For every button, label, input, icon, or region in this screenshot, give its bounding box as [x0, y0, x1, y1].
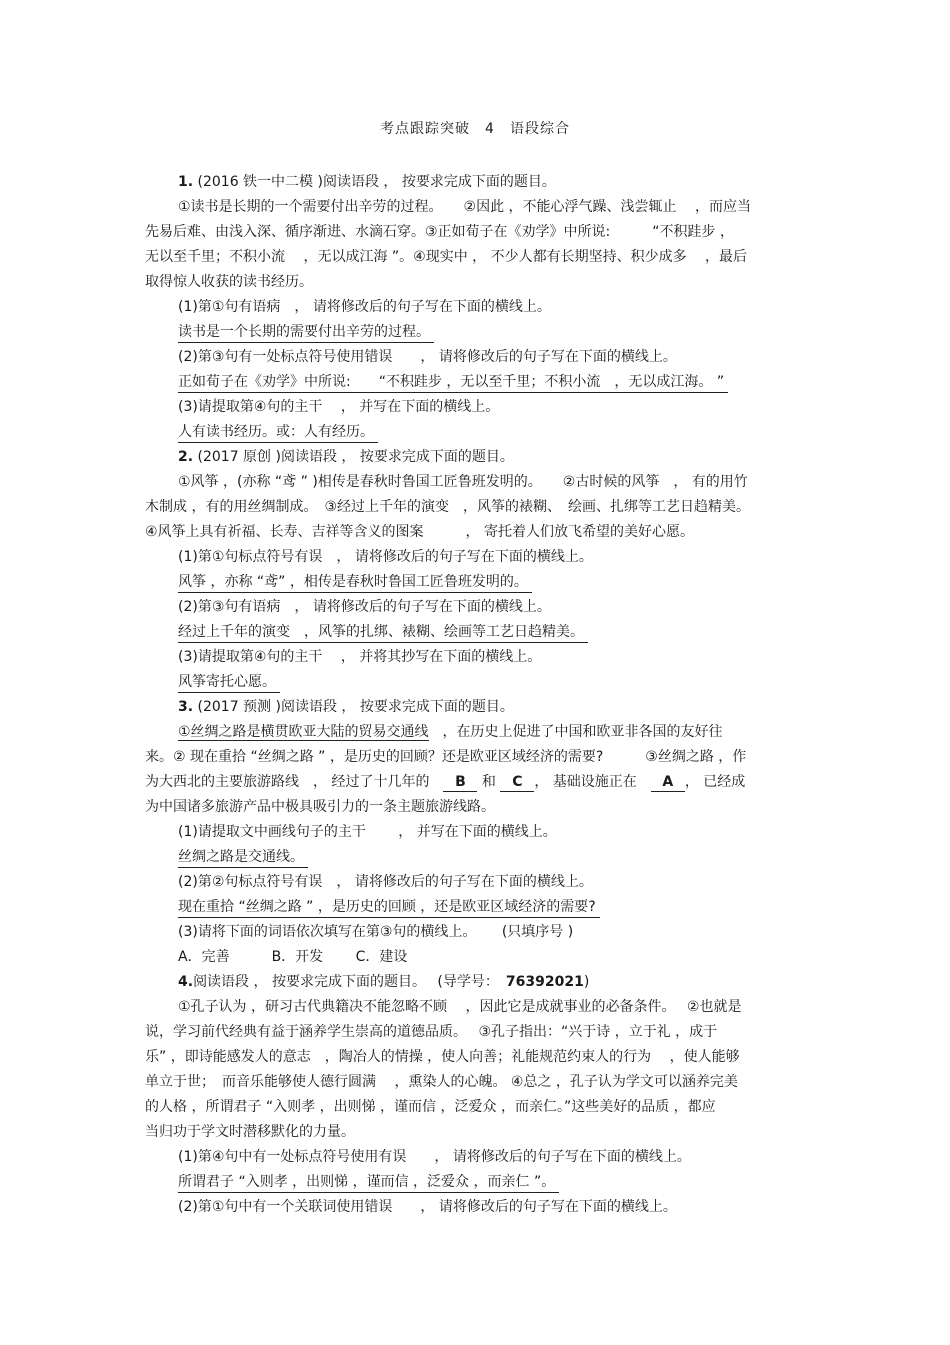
passage-line: 当归功于学文时潜移默化的力量。: [145, 1124, 355, 1140]
passage-line: 乐” ，即诗能感发人的意志 ，陶冶人的情操 ，使人向善；礼能规范约束人的行为 ，使人能够: [145, 1049, 740, 1065]
question-1: [145, 170, 810, 445]
question-instruction: (2017 预测 )阅读语段 ， 按要求完成下面的题目。: [193, 699, 514, 715]
sub-question: (3)请提取第④句的主干 ， 并将其抄写在下面的横线上。: [178, 649, 542, 665]
passage-line: ①孔子认为 ，研习古代典籍决不能忽略不顾 ，因此它是成就事业的必备条件。 ②也就是: [178, 999, 742, 1015]
passage-line: ①读书是长期的一个需要付出辛劳的过程。 ②因此 ，不能心浮气躁、浅尝辄止 ，而应当: [178, 199, 751, 215]
sub-question: (1)请提取文中画线句子的主干 ， 并写在下面的横线上。: [178, 824, 557, 840]
passage-line: ①风筝 ，(亦称 “鸢 ” )相传是春秋时鲁国工匠鲁班发明的。 ②古时候的风筝 ， 有的用竹: [178, 474, 748, 490]
answer-text: 正如荀子在《劝学》中所说: “不积跬步 ，无以至千里；不积小流 ，无以成江海。 ”: [178, 372, 728, 393]
question-2: [145, 445, 810, 695]
passage-line: ④风筝上具有祈福、长寿、吉祥等含义的图案 ， 寄托着人们放飞希望的美好心愿。: [145, 524, 694, 540]
answer-line: [145, 895, 810, 920]
sub-question: (1)第①句标点符号有误 ， 请将修改后的句子写在下面的横线上。: [178, 549, 593, 565]
underlined-sentence: ①丝绸之路是横贯欧亚大陆的贸易交通线: [178, 724, 429, 740]
answer-text: 风筝寄托心愿。: [178, 672, 280, 693]
sub-question: (2)第①句中有一个关联词使用错误 ， 请将修改后的句子写在下面的横线上。: [178, 1199, 677, 1215]
passage-text: ， 基础设施正在: [534, 774, 651, 790]
passage-line: [145, 770, 810, 795]
fill-blank-a: A: [651, 773, 685, 792]
answer-line: [145, 420, 810, 445]
answer-line: [145, 670, 810, 695]
passage-line: 来。② 现在重拾 “丝绸之路 ” ，是历史的回顾？还是欧亚区域经济的需要? ③丝绸之路 ，作: [145, 749, 747, 765]
passage-line: 为中国诸多旅游产品中极具吸引力的一条主题旅游线路。: [145, 799, 495, 815]
passage-text: ， 已经成: [684, 774, 746, 790]
sub-question: (2)第②句标点符号有误 ， 请将修改后的句子写在下面的横线上。: [178, 874, 593, 890]
passage-line: [145, 720, 810, 745]
passage-line: 单立于世； 而音乐能够使人德行圆满 ，熏染人的心魄。 ④总之 ，孔子认为学文可以涵养完美: [145, 1074, 738, 1090]
passage-line: 说，学习前代经典有益于涵养学生崇高的道德品质。 ③孔子指出：“兴于诗 ，立于礼 ，成于: [145, 1024, 718, 1040]
question-number: 1.: [178, 174, 194, 190]
answer-line: [145, 1170, 810, 1195]
fill-blank-c: C: [500, 773, 534, 792]
answer-text: 经过上千年的演变 ，风筝的扎绑、裱糊、绘画等工艺日趋精美。: [178, 622, 588, 643]
answer-text: 丝绸之路是交通线。: [178, 847, 308, 868]
sub-question: (1)第①句有语病 ， 请将修改后的句子写在下面的横线上。: [178, 299, 551, 315]
question-instruction: 阅读语段 ， 按要求完成下面的题目。 (导学号：: [193, 974, 506, 990]
answer-text: 读书是一个长期的需要付出辛劳的过程。: [178, 322, 434, 343]
question-instruction: (2016 铁一中二模 )阅读语段 ， 按要求完成下面的题目。: [193, 174, 556, 190]
document-body: [145, 170, 810, 1220]
sub-question: (1)第④句中有一处标点符号使用有误 ， 请将修改后的句子写在下面的横线上。: [178, 1149, 691, 1165]
question-heading: [145, 170, 810, 195]
question-heading: [145, 445, 810, 470]
passage-text: 为大西北的主要旅游路线 ， 经过了十几年的: [145, 774, 444, 790]
answer-text: 所谓君子 “入则孝 ，出则悌 ，谨而信 ，泛爱众 ，而亲仁 ”。: [178, 1172, 559, 1193]
question-number: 3.: [178, 699, 194, 715]
question-heading: [145, 970, 810, 995]
sub-question: (3)请提取第④句的主干 ， 并写在下面的横线上。: [178, 399, 500, 415]
guide-code: 76392021: [505, 974, 584, 990]
question-number: 4.: [178, 974, 194, 990]
answer-line: [145, 845, 810, 870]
answer-options: A．完善 B．开发 C．建设: [178, 949, 408, 965]
fill-blank-b: B: [443, 773, 477, 792]
passage-text: ，在历史上促进了中国和欧亚非各国的友好往: [428, 724, 723, 740]
sub-question: (2)第③句有语病 ， 请将修改后的句子写在下面的横线上。: [178, 599, 551, 615]
passage-line: 无以至千里；不积小流 ，无以成江海 ”。④现实中 ， 不少人都有长期坚持、积少成多 ，最后: [145, 249, 748, 265]
question-instruction: (2017 原创 )阅读语段 ， 按要求完成下面的题目。: [193, 449, 514, 465]
passage-line: 先易后难、由浅入深、循序渐进、水滴石穿。③正如荀子在《劝学》中所说: “不积跬步 ，: [145, 224, 734, 240]
page-title: 考点跟踪突破 4 语段综合: [380, 121, 570, 137]
answer-text: 人有读书经历。或：人有经历。: [178, 422, 378, 443]
sub-question: (3)请将下面的词语依次填写在第③句的横线上。 (只填序号 ): [178, 924, 574, 940]
question-number: 2.: [178, 449, 194, 465]
passage-line: 取得惊人收获的读书经历。: [145, 274, 313, 290]
guide-code-close: ): [583, 974, 590, 990]
answer-text: 风筝 ，亦称 “鸢” ，相传是春秋时鲁国工匠鲁班发明的。: [178, 572, 532, 593]
passage-text: 和: [477, 774, 501, 790]
question-3: [145, 695, 810, 970]
answer-line: [145, 620, 810, 645]
question-4: [145, 970, 810, 1220]
question-heading: [145, 695, 810, 720]
passage-line: 木制成 ，有的用丝绸制成。 ③经过上千年的演变 ，风筝的裱糊、 绘画、扎绑等工艺日趋精美。: [145, 499, 750, 515]
answer-text: 现在重拾 “丝绸之路 ” ，是历史的回顾 ，还是欧亚区域经济的需要?: [178, 897, 600, 918]
answer-line: [145, 570, 810, 595]
answer-line: [145, 320, 810, 345]
passage-line: 的人格 ，所谓君子 “入则孝 ，出则悌 ，谨而信 ，泛爱众 ，而亲仁。”这些美好的品质 ，都应: [145, 1099, 716, 1115]
answer-line: [145, 370, 810, 395]
sub-question: (2)第③句有一处标点符号使用错误 ， 请将修改后的句子写在下面的横线上。: [178, 349, 677, 365]
